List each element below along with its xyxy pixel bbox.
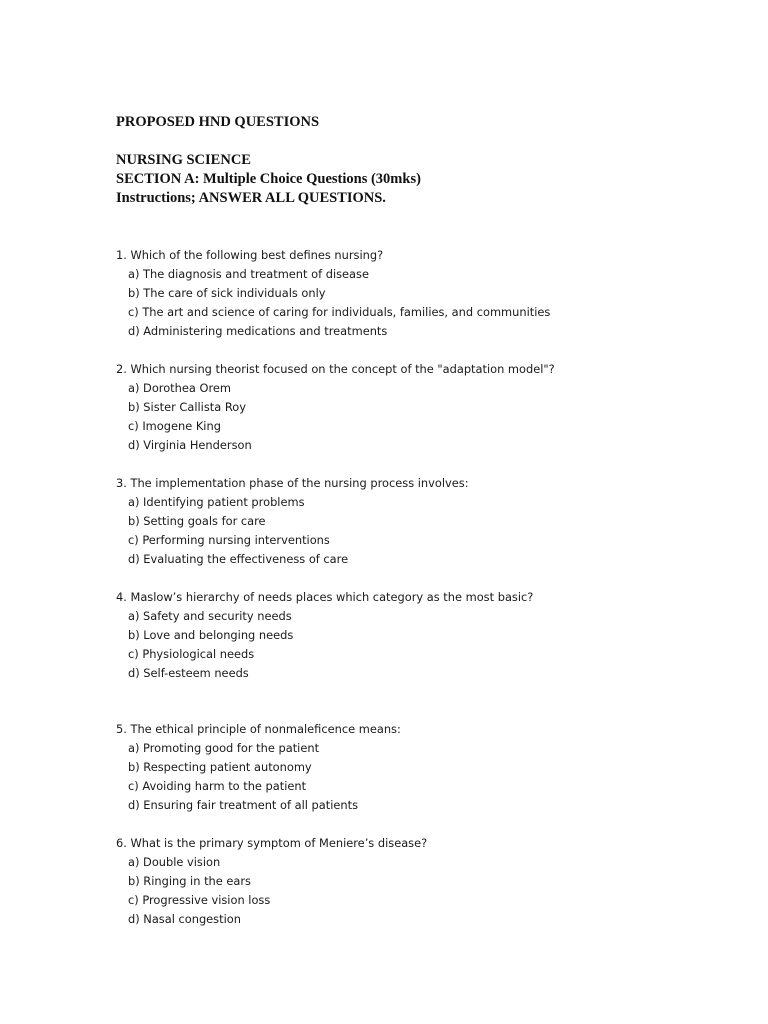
option-a: a) Safety and security needs bbox=[128, 609, 292, 623]
option-b: b) Respecting patient autonomy bbox=[128, 760, 312, 774]
subject-heading: NURSING SCIENCE bbox=[116, 152, 251, 168]
option-d: d) Self-esteem needs bbox=[128, 666, 249, 680]
question-6 bbox=[116, 834, 427, 929]
question-3 bbox=[116, 474, 469, 569]
option-a: a) The diagnosis and treatment of disease bbox=[128, 267, 369, 281]
option-c: c) Performing nursing interventions bbox=[128, 533, 330, 547]
option-b: b) Sister Callista Roy bbox=[128, 400, 246, 414]
option-c: c) The art and science of caring for individuals, families, and communities bbox=[128, 305, 551, 319]
question-2 bbox=[116, 360, 555, 455]
option-a: a) Double vision bbox=[128, 855, 221, 869]
document-title: PROPOSED HND QUESTIONS bbox=[116, 114, 320, 130]
option-c: c) Physiological needs bbox=[128, 647, 255, 661]
option-c: c) Imogene King bbox=[128, 419, 221, 433]
question-5 bbox=[116, 720, 401, 815]
option-d: d) Administering medications and treatments bbox=[128, 324, 388, 338]
option-b: b) Love and belonging needs bbox=[128, 628, 294, 642]
question-stem: 4. Maslow’s hierarchy of needs places which category as the most basic? bbox=[116, 590, 534, 604]
instructions-heading: Instructions; ANSWER ALL QUESTIONS. bbox=[116, 190, 386, 206]
option-b: b) Setting goals for care bbox=[128, 514, 266, 528]
option-a: a) Promoting good for the patient bbox=[128, 741, 320, 755]
question-stem: 3. The implementation phase of the nursing process involves: bbox=[116, 476, 469, 490]
option-b: b) Ringing in the ears bbox=[128, 874, 251, 888]
option-d: d) Nasal congestion bbox=[128, 912, 241, 926]
option-d: d) Virginia Henderson bbox=[128, 438, 252, 452]
question-stem: 6. What is the primary symptom of Meniere’s disease? bbox=[116, 836, 428, 850]
question-stem: 2. Which nursing theorist focused on the concept of the "adaptation model"? bbox=[116, 362, 555, 376]
section-heading: SECTION A: Multiple Choice Questions (30mks) bbox=[116, 171, 421, 187]
question-stem: 1. Which of the following best defines nursing? bbox=[116, 248, 384, 262]
question-stem: 5. The ethical principle of nonmaleficence means: bbox=[116, 722, 401, 736]
option-d: d) Evaluating the effectiveness of care bbox=[128, 552, 349, 566]
option-c: c) Avoiding harm to the patient bbox=[128, 779, 307, 793]
option-b: b) The care of sick individuals only bbox=[128, 286, 326, 300]
option-a: a) Dorothea Orem bbox=[128, 381, 231, 395]
question-1 bbox=[116, 246, 550, 341]
option-d: d) Ensuring fair treatment of all patients bbox=[128, 798, 359, 812]
question-4 bbox=[116, 588, 533, 683]
option-c: c) Progressive vision loss bbox=[128, 893, 271, 907]
option-a: a) Identifying patient problems bbox=[128, 495, 305, 509]
